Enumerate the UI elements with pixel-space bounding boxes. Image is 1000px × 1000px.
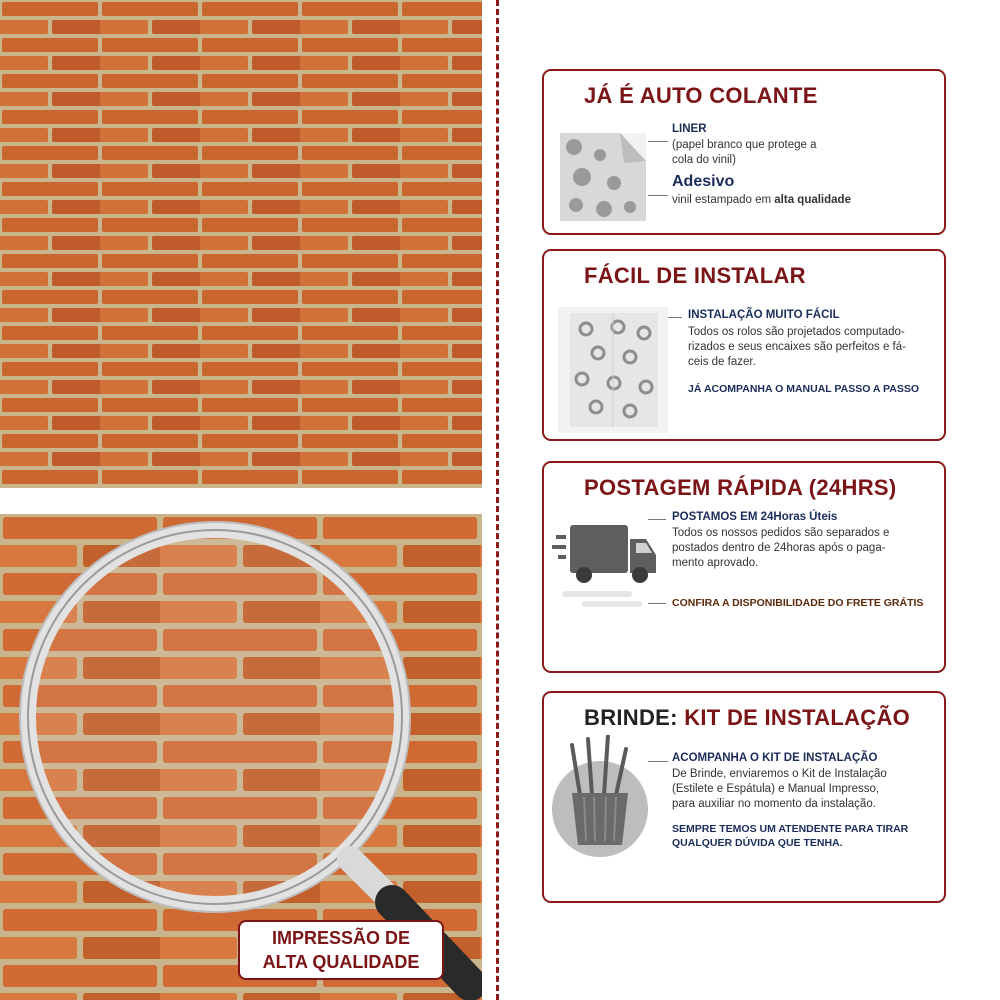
title-kit: KIT DE INSTALAÇÃO: [684, 705, 911, 730]
postagem-desc-1: Todos os nossos pedidos são separados e: [672, 527, 890, 539]
connector-line: [648, 141, 668, 142]
postagem-heading: POSTAMOS EM 24Horas Úteis: [672, 511, 838, 523]
kit-desc-3: para auxiliar no momento da instalação.: [672, 798, 876, 810]
atendente-note-2: QUALQUER DÚVIDA QUE TENHA.: [672, 837, 843, 849]
dashed-divider: [496, 0, 499, 1000]
card-facil-instalar: [542, 249, 946, 441]
kit-heading: ACOMPANHA O KIT DE INSTALAÇÃO: [672, 752, 878, 764]
delivery-truck-icon: [552, 521, 664, 613]
card-auto-colante: [542, 69, 946, 235]
brick-wall-svg: [0, 0, 482, 488]
kit-desc-1: De Brinde, enviaremos o Kit de Instalação: [672, 768, 887, 780]
quality-badge: [238, 920, 444, 980]
badge-line-2: ALTA QUALIDADE: [262, 952, 420, 972]
frete-note: CONFIRA A DISPONIBILIDADE DO FRETE GRÁTIS: [672, 597, 924, 609]
vinyl-sample-icon: [560, 133, 646, 221]
liner-label: LINER: [672, 123, 707, 135]
adesivo-desc-bold: alta qualidade: [774, 194, 851, 206]
kit-desc-2: (Estilete e Espátula) e Manual Impresso,: [672, 783, 880, 795]
badge-line-1: IMPRESSÃO DE: [271, 928, 411, 948]
connector-line: [648, 761, 668, 762]
card-title: POSTAGEM RÁPIDA (24HRS): [584, 475, 897, 500]
atendente-note-1: SEMPRE TEMOS UM ATENDENTE PARA TIRAR: [672, 823, 909, 835]
card-title: [584, 705, 910, 731]
title-brinde: BRINDE:: [584, 705, 678, 730]
connector-line: [668, 317, 682, 318]
liner-desc-1: (papel branco que protege a: [672, 139, 817, 151]
instalacao-desc-1: Todos os rolos são projetados computado-: [688, 326, 905, 338]
wallpaper-wall-icon: [558, 307, 668, 433]
connector-line: [648, 603, 666, 604]
instalacao-desc-3: ceis de fazer.: [688, 356, 756, 368]
card-title: JÁ É AUTO COLANTE: [584, 83, 818, 108]
adesivo-desc-text: vinil estampado em: [672, 194, 772, 206]
brick-wall-texture: [0, 0, 482, 488]
card-title: FÁCIL DE INSTALAR: [584, 263, 806, 288]
instalacao-heading: INSTALAÇÃO MUITO FÁCIL: [688, 309, 840, 321]
postagem-desc-3: mento aprovado.: [672, 557, 759, 569]
connector-line: [648, 519, 666, 520]
adesivo-desc: [672, 193, 851, 208]
connector-line: [648, 195, 668, 196]
card-postagem-rapida: [542, 461, 946, 673]
card-brinde-kit: [542, 691, 946, 903]
manual-note: JÁ ACOMPANHA O MANUAL PASSO A PASSO: [688, 383, 920, 395]
postagem-desc-2: postados dentro de 24horas após o paga-: [672, 542, 886, 554]
instalacao-desc-2: rizados e seus encaixes são perfeitos e fá-: [688, 341, 906, 353]
liner-desc-2: cola do vinil): [672, 154, 736, 166]
tool-kit-icon: [550, 735, 650, 859]
adesivo-label: Adesivo: [672, 173, 735, 190]
